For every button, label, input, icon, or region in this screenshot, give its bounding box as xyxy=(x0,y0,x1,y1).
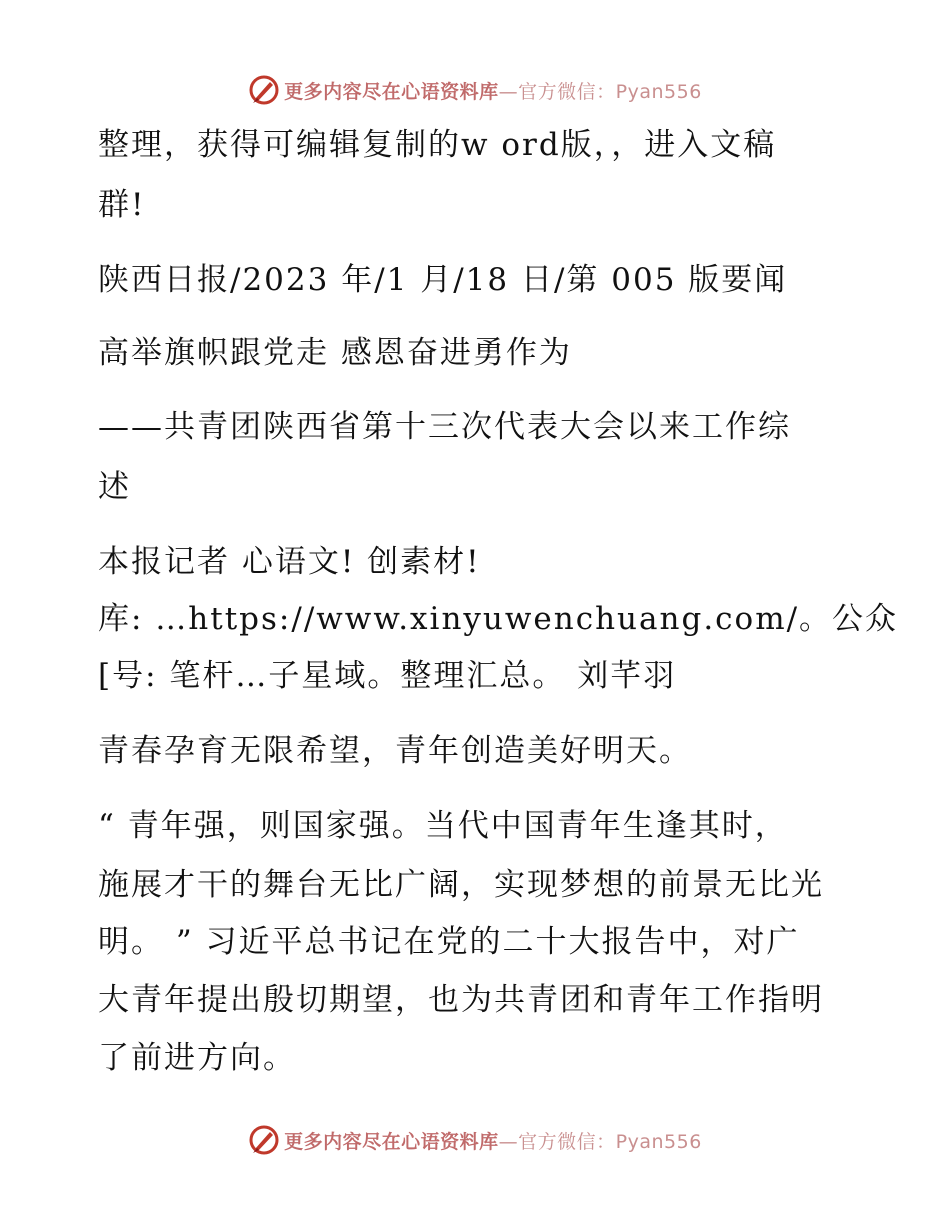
text-line: 本报记者 心语文! 创素材! xyxy=(98,544,481,580)
text-line: 高举旗帜跟党走 感恩奋进勇作为 xyxy=(98,335,572,371)
text-line: 库: …https://www.xinyuwenchuang.com/。公众 xyxy=(98,601,899,637)
text-line: “ 青年强，则国家强。当代中国青年生逢其时， xyxy=(98,808,788,844)
text-line: [号: 笔杆…子星域。整理汇总。 刘芊羽 xyxy=(98,658,677,694)
watermark-text: 更多内容尽在心语资料库—官方微信：Pyan556 xyxy=(284,1130,702,1153)
pen-circle-logo-icon xyxy=(248,74,280,106)
header-watermark-banner xyxy=(0,70,950,110)
text-line: ——共青团陕西省第十三次代表大会以来工作综 xyxy=(98,409,791,445)
watermark-text: 更多内容尽在心语资料库—官方微信：Pyan556 xyxy=(284,80,702,103)
text-line: 施展才干的舞台无比广阔，实现梦想的前景无比光 xyxy=(98,867,824,903)
text-line: 大青年提出殷切期望，也为共青团和青年工作指明 xyxy=(98,982,824,1018)
text-line: 明。 ” 习近平总书记在党的二十大报告中，对广 xyxy=(98,924,800,960)
pen-circle-logo-icon xyxy=(248,1124,280,1156)
text-line: 整理，获得可编辑复制的w ord版，，进入文稿 xyxy=(98,127,777,163)
text-line: 陕西日报/2023 年/1 月/18 日/第 005 版要闻 xyxy=(98,262,788,298)
text-line: 群! xyxy=(98,187,146,223)
text-line: 述 xyxy=(98,469,131,505)
text-line: 青春孕育无限希望，青年创造美好明天。 xyxy=(98,733,692,769)
footer-watermark-banner xyxy=(0,1120,950,1160)
text-line: 了前进方向。 xyxy=(98,1040,296,1076)
